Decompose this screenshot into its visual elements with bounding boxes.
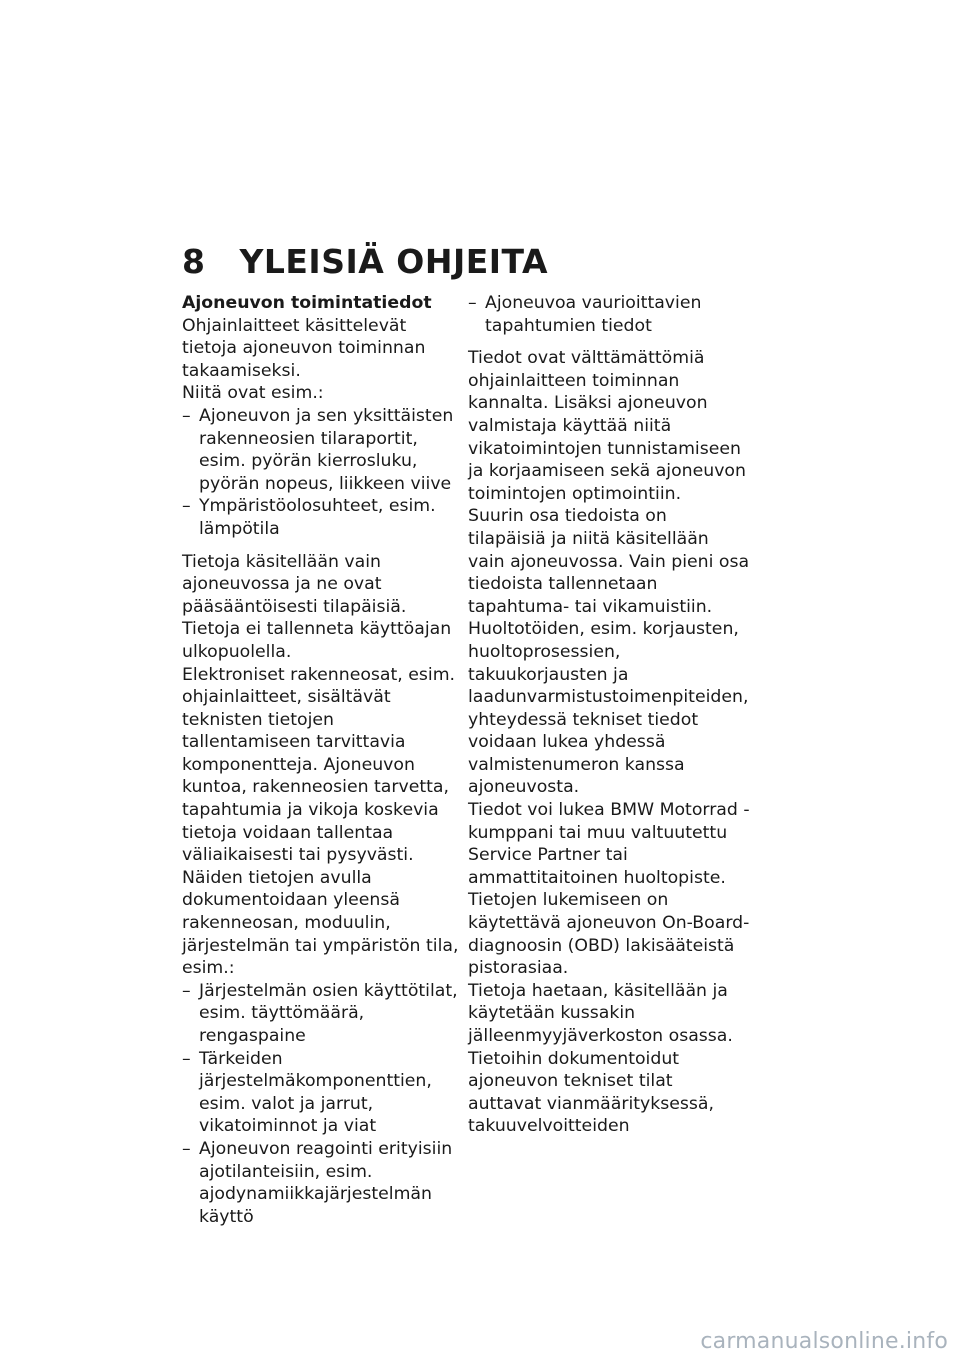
paragraph: Niitä ovat esim.: xyxy=(182,383,324,404)
paragraph: Tietoja käsitellään vain ajoneuvossa ja ne ovat pääsääntöisesti tilapäisiä. Tietoja ei tallenneta käyttöajan ulkopuolella. xyxy=(182,551,452,662)
list-item: – Ajoneuvoa vaurioittavien tapahtumien tiedot xyxy=(468,292,750,337)
paragraph: Näiden tietojen avulla dokumentoidaan yleensä rakenneosan, moduulin, järjestelmän tai ympäristön tila, esim.: xyxy=(182,867,459,979)
dash-list xyxy=(182,405,462,541)
section-subheading: Ajoneuvon toimintatiedot xyxy=(182,293,432,313)
chapter-title: YLEISIÄ OHJEITA xyxy=(239,242,549,281)
right-column xyxy=(468,292,750,1138)
list-item: – Ympäristöolosuhteet, esim. lämpötila xyxy=(182,495,462,540)
paragraph: Elektroniset rakenneosat, esim. ohjainlaitteet, sisältävät teknisten tietojen tallentamiseen tarvittavia komponentteja. Ajoneuvon kuntoa, rakenneosien tarvetta, tapahtumia ja vikoja koskevia tietoja voidaan tallentaa väliaikaisesti tai pysyvästi. xyxy=(182,664,456,866)
chapter-heading xyxy=(182,242,548,281)
paragraph: Tiedot voi lukea BMW Motorrad -kumppani tai muu valtuutettu Service Partner tai ammattitaitoinen huoltopiste. Tietojen lukemiseen on käytettävä ajoneuvon On-Board-diagnoosin (OBD) lakisääteistä pistorasiaa. xyxy=(468,800,750,979)
dash-list xyxy=(468,292,750,337)
left-column xyxy=(182,292,462,1228)
paragraph: Tietoja haetaan, käsitellään ja käytetään kussakin jälleenmyyjäverkoston osassa. Tietoihin dokumentoidut ajoneuvon tekniset tilat auttavat vianmäärityksessä, takuuvelvoitteiden xyxy=(468,980,733,1137)
dash-list xyxy=(182,980,462,1229)
chapter-number: 8 xyxy=(182,242,206,281)
watermark: carmanualsonline.info xyxy=(700,1329,948,1354)
list-item: – Tärkeiden järjestelmäkomponenttien, esim. valot ja jarrut, vikatoiminnot ja viat xyxy=(182,1048,462,1138)
paragraph: Ohjainlaitteet käsittelevät tietoja ajoneuvon toiminnan takaamiseksi. xyxy=(182,315,426,381)
paragraph: Tiedot ovat välttämättömiä ohjainlaitteen toiminnan kannalta. Lisäksi ajoneuvon valmistaja käyttää niitä vikatoimintojen tunnistamiseen ja korjaamiseen sekä ajoneuvon toimintojen optimointiin. xyxy=(468,348,746,504)
list-item: – Järjestelmän osien käyttötilat, esim. täyttömäärä, rengaspaine xyxy=(182,980,462,1048)
paragraph: Suurin osa tiedoista on tilapäisiä ja niitä käsitellään vain ajoneuvossa. Vain pieni osa tiedoista tallennetaan tapahtuma- tai vikamuistiin. xyxy=(468,506,750,617)
list-item: – Ajoneuvon ja sen yksittäisten rakenneosien tilaraportit, esim. pyörän kierrosluku, pyörän nopeus, liikkeen viive xyxy=(182,405,462,495)
paragraph: Huoltotöiden, esim. korjausten, huoltoprosessien, takuukorjausten ja laadunvarmistustoimenpiteiden, yhteydessä tekniset tiedot voidaan lukea yhdessä valmistenumeron kanssa ajoneuvosta. xyxy=(468,619,749,798)
list-item: – Ajoneuvon reagointi erityisiin ajotilanteisiin, esim. ajodynamiikkajärjestelmän käyttö xyxy=(182,1138,462,1228)
